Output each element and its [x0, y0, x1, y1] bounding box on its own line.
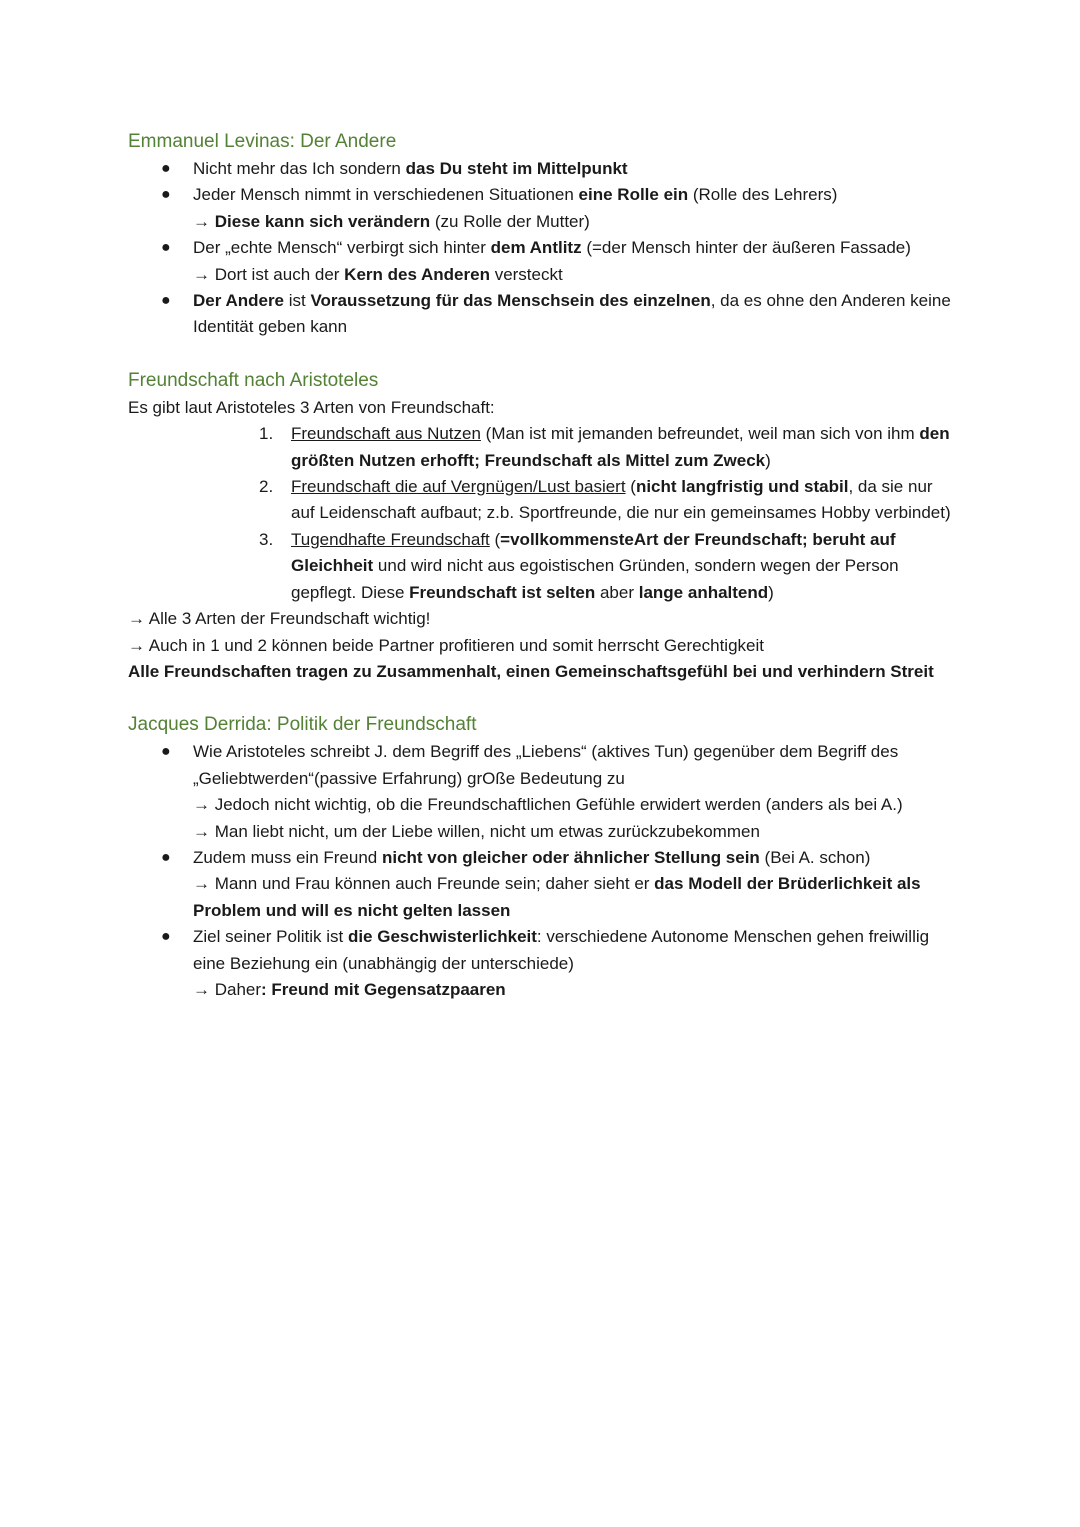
text-run: versteckt: [489, 264, 563, 284]
text-run: aber: [595, 582, 639, 602]
bullet-item: [128, 739, 958, 845]
bullet-item: [128, 182, 958, 235]
bold-text: das Modell der Brüderlichkeit als Problem und will es nicht gelten lassen: [193, 874, 921, 920]
numbered-item: [128, 474, 958, 527]
text-run: (: [489, 529, 501, 549]
numbered-item: [128, 527, 958, 606]
aristoteles-summary: Alle Freundschaften tragen zu Zusammenhalt, einen Gemeinschaftsgefühl bei und verhindern Streit: [128, 661, 934, 681]
text-run: ): [768, 582, 774, 602]
section-title-derrida: Jacques Derrida: Politik der Freundschaft: [128, 714, 477, 736]
aristoteles-intro: Es gibt laut Aristoteles 3 Arten von Freundschaft:: [128, 397, 495, 417]
bullet-item: [128, 288, 958, 341]
section-gap: [128, 685, 958, 711]
bold-text: Kern des Anderen: [344, 264, 490, 284]
bold-text: den größten Nutzen erhofft; Freundschaft als Mittel zum Zweck: [291, 424, 950, 470]
aristoteles-note-2: → Auch in 1 und 2 können beide Partner profitieren und somit herrscht Gerechtigkeit: [128, 635, 764, 655]
item-number: 3.: [259, 529, 274, 549]
derrida-bullet-list: [128, 739, 958, 1003]
underlined-text: Freundschaft die auf Vergnügen/Lust basiert: [291, 477, 626, 497]
bold-text: das Du steht im Mittelpunkt: [405, 159, 628, 178]
bold-text: Voraussetzung für das Menschsein des einzelnen: [310, 291, 711, 311]
item-number: 2.: [259, 477, 274, 497]
text-run: Zudem muss ein Freund: [193, 847, 382, 867]
text-run: , da es ohne den Anderen keine Identität geben kann: [193, 291, 951, 337]
text-run: (Rolle des Lehrers): [688, 185, 838, 205]
bold-text: dem Antlitz: [490, 238, 582, 258]
bold-text: eine Rolle ein: [578, 185, 689, 205]
text-run: → Dort ist auch der: [193, 264, 345, 284]
bold-text: Diese kann sich verändern: [214, 211, 431, 231]
bullet-item: [128, 235, 958, 288]
text-run: und wird nicht aus egoistischen Gründen, sondern wegen der Person gepflegt. Diese: [291, 556, 899, 602]
bold-text: =vollkommensteArt der Freundschaft; beruht auf Gleichheit: [291, 529, 896, 576]
bold-text: Der Andere: [193, 291, 285, 311]
text-run: Der „echte Mensch“ verbirgt sich hinter: [193, 238, 491, 258]
bullet-icon: ●: [161, 160, 171, 177]
text-run: →: [193, 211, 215, 231]
bold-text: nicht langfristig und stabil: [635, 477, 849, 497]
section-title-levinas: Emmanuel Levinas: Der Andere: [128, 131, 397, 152]
bullet-icon: ●: [161, 186, 171, 204]
text-run: Ziel seiner Politik ist: [193, 927, 348, 947]
document-page: [128, 128, 958, 1003]
bullet-item: [128, 845, 958, 924]
underlined-text: Freundschaft aus Nutzen: [291, 424, 481, 444]
section-gap: [128, 341, 958, 367]
text-run: Jeder Mensch nimmt in verschiedenen Situationen: [193, 185, 579, 205]
text-run: (zu Rolle der Mutter): [430, 211, 590, 231]
item-number: 1.: [259, 424, 274, 444]
levinas-bullet-list: [128, 156, 958, 341]
bold-text: lange anhaltend: [638, 582, 769, 602]
bullet-icon: ●: [161, 928, 171, 946]
text-run: → Jedoch nicht wichtig, ob die Freundschaftlichen Gefühle erwidert werden (anders als bei A.): [193, 795, 903, 815]
bold-text: Freundschaft ist selten: [409, 582, 596, 602]
section-title-aristoteles: Freundschaft nach Aristoteles: [128, 369, 379, 391]
text-run: → Daher: [193, 979, 262, 999]
aristoteles-note-1: → Alle 3 Arten der Freundschaft wichtig!: [128, 609, 431, 629]
text-run: (: [625, 477, 636, 497]
bullet-icon: ●: [161, 743, 171, 761]
bullet-icon: ●: [161, 239, 171, 257]
text-run: (=der Mensch hinter der äußeren Fassade): [581, 238, 911, 258]
bold-text: die Geschwisterlichkeit: [347, 927, 537, 947]
bullet-item: [128, 156, 958, 182]
text-run: → Mann und Frau können auch Freunde sein; daher sieht er: [193, 874, 655, 894]
text-run: (Man ist mit jemanden befreundet, weil man sich von ihm: [480, 424, 920, 444]
text-run: → Man liebt nicht, um der Liebe willen, nicht um etwas zurückzubekommen: [193, 821, 760, 841]
underlined-text: Tugendhafte Freundschaft: [291, 529, 490, 549]
text-run: Wie Aristoteles schreibt J. dem Begriff des „Liebens“ (aktives Tun) gegenüber dem Begriff des „Geliebtwerden“(passive Erfahrung) grOße Bedeutung zu: [193, 742, 899, 788]
bold-text: nicht von gleicher oder ähnlicher Stellung sein: [381, 847, 760, 867]
text-run: , da sie nur auf Leidenschaft aufbaut; z.b. Sportfreunde, die nur ein gemeinsames Hobby verbindet): [291, 477, 951, 523]
text-run: (Bei A. schon): [759, 847, 871, 867]
text-run: : verschiedene Autonome Menschen gehen freiwillig eine Beziehung ein (unabhängig der unterschiede): [193, 927, 930, 973]
bullet-item: [128, 924, 958, 1003]
numbered-item: [128, 421, 958, 474]
bold-text: : Freund mit Gegensatzpaaren: [261, 979, 506, 999]
aristoteles-numbered-list: [128, 421, 958, 606]
text-run: ist: [284, 291, 311, 311]
bullet-icon: ●: [161, 292, 171, 310]
bullet-icon: ●: [161, 848, 171, 866]
text-run: Nicht mehr das Ich sondern: [193, 159, 406, 178]
text-run: ): [765, 450, 771, 470]
